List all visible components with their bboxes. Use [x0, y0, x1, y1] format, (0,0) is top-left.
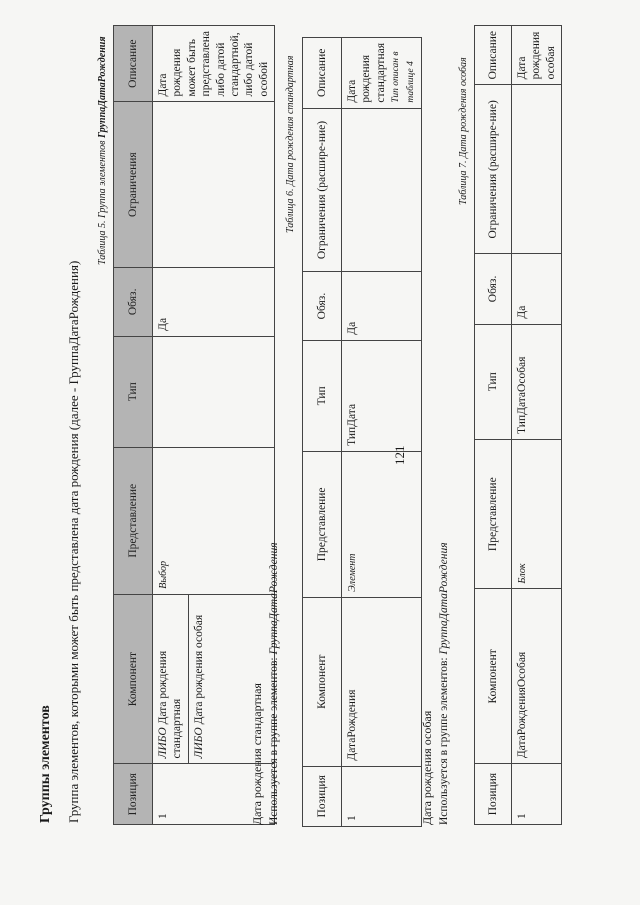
- table6-caption: Таблица 6. Дата рождения стандартная: [285, 55, 296, 233]
- table6-cell-position: 1: [342, 766, 422, 826]
- table5-header-row: [114, 26, 153, 825]
- table7-header-representation: Представление: [475, 439, 512, 589]
- table7: [474, 25, 562, 825]
- table5-header-component: Компонент: [114, 594, 153, 764]
- section6-usage: Используется в группе элементов: ГруппаДатаРождения: [268, 542, 280, 825]
- table7-caption: Таблица 7. Дата рождения особая: [458, 57, 469, 205]
- table5-header-representation: Представление: [114, 447, 153, 594]
- table7-header-position: Позиция: [475, 764, 512, 825]
- section-heading: Группы элементов: [38, 705, 53, 823]
- table6-header-required: Обяз.: [303, 272, 342, 340]
- table7-cell-representation: Блок: [512, 439, 562, 589]
- table5-header-type: Тип: [114, 336, 153, 447]
- page-number: 121: [392, 445, 407, 465]
- table5-header-description: Описание: [114, 26, 153, 102]
- table6-header-component: Компонент: [303, 597, 342, 766]
- table6-header-row: [303, 38, 342, 827]
- table7-header-description: Описание: [475, 26, 512, 85]
- table5-cell-required: Да: [153, 267, 275, 336]
- table5-component-option-2: ЛИБО Дата рождения особая: [188, 595, 206, 764]
- table5-component-option-1: ЛИБО Дата рождения стандартная: [157, 650, 184, 759]
- table6-header-position: Позиция: [303, 766, 342, 826]
- table7-cell-restrictions: [512, 85, 562, 254]
- table6-cell-representation: Элемент: [342, 451, 422, 597]
- table5-header-required: Обяз.: [114, 267, 153, 336]
- table6-cell-required: Да: [342, 272, 422, 340]
- table6-cell-type: ТипДата: [342, 340, 422, 451]
- table7-header-required: Обяз.: [475, 254, 512, 324]
- table7-cell-position: 1: [512, 764, 562, 825]
- table6-header-description: Описание: [303, 38, 342, 109]
- table6-cell-restrictions: [342, 108, 422, 272]
- table7-header-type: Тип: [475, 324, 512, 439]
- table5-caption: Таблица 5. Группа элементов ГруппаДатаРождения: [97, 36, 108, 265]
- table5-cell-type: [153, 336, 275, 447]
- table5-cell-description: Дата рождения может быть представлена либо датой стандартной, либо датой особой: [153, 26, 275, 102]
- table6-header-type: Тип: [303, 340, 342, 451]
- table6-header-representation: Представление: [303, 451, 342, 597]
- intro-text: Группа элементов, которыми может быть представлена дата рождения (далее - ГруппаДатаРождения): [66, 260, 81, 823]
- table6-cell-description: Дата рождения стандартная Тип описан в таблице 4: [342, 38, 422, 109]
- table7-header-row: [475, 26, 512, 825]
- table-row: [512, 26, 562, 825]
- table5-cell-restrictions: [153, 102, 275, 267]
- table7-cell-required: Да: [512, 254, 562, 324]
- table5-header-restrictions: Ограничения: [114, 102, 153, 267]
- table6-cell-component: ДатаРождения: [342, 597, 422, 766]
- table7-header-component: Компонент: [475, 589, 512, 764]
- table5-cell-position: 1: [153, 764, 275, 825]
- table6-description-note: Тип описан в таблице 4: [391, 51, 416, 103]
- table5-cell-representation: Выбор: [153, 447, 275, 594]
- table7-header-restrictions: Ограничения (расшире-ние): [475, 85, 512, 254]
- table7-cell-type: ТипДатаОсобая: [512, 324, 562, 439]
- section7-usage: Используется в группе элементов: ГруппаДатаРождения: [438, 542, 450, 825]
- table7-cell-description: Дата рождения особая: [512, 26, 562, 85]
- section6-title: Дата рождения стандартная: [250, 683, 264, 825]
- table6: [302, 37, 422, 827]
- table5-header-position: Позиция: [114, 764, 153, 825]
- table7-cell-component: ДатаРожденияОсобая: [512, 589, 562, 764]
- table-row: [342, 38, 422, 827]
- section7-title: Дата рождения особая: [420, 710, 434, 825]
- table6-header-restrictions: Ограничения (расшире-ние): [303, 108, 342, 272]
